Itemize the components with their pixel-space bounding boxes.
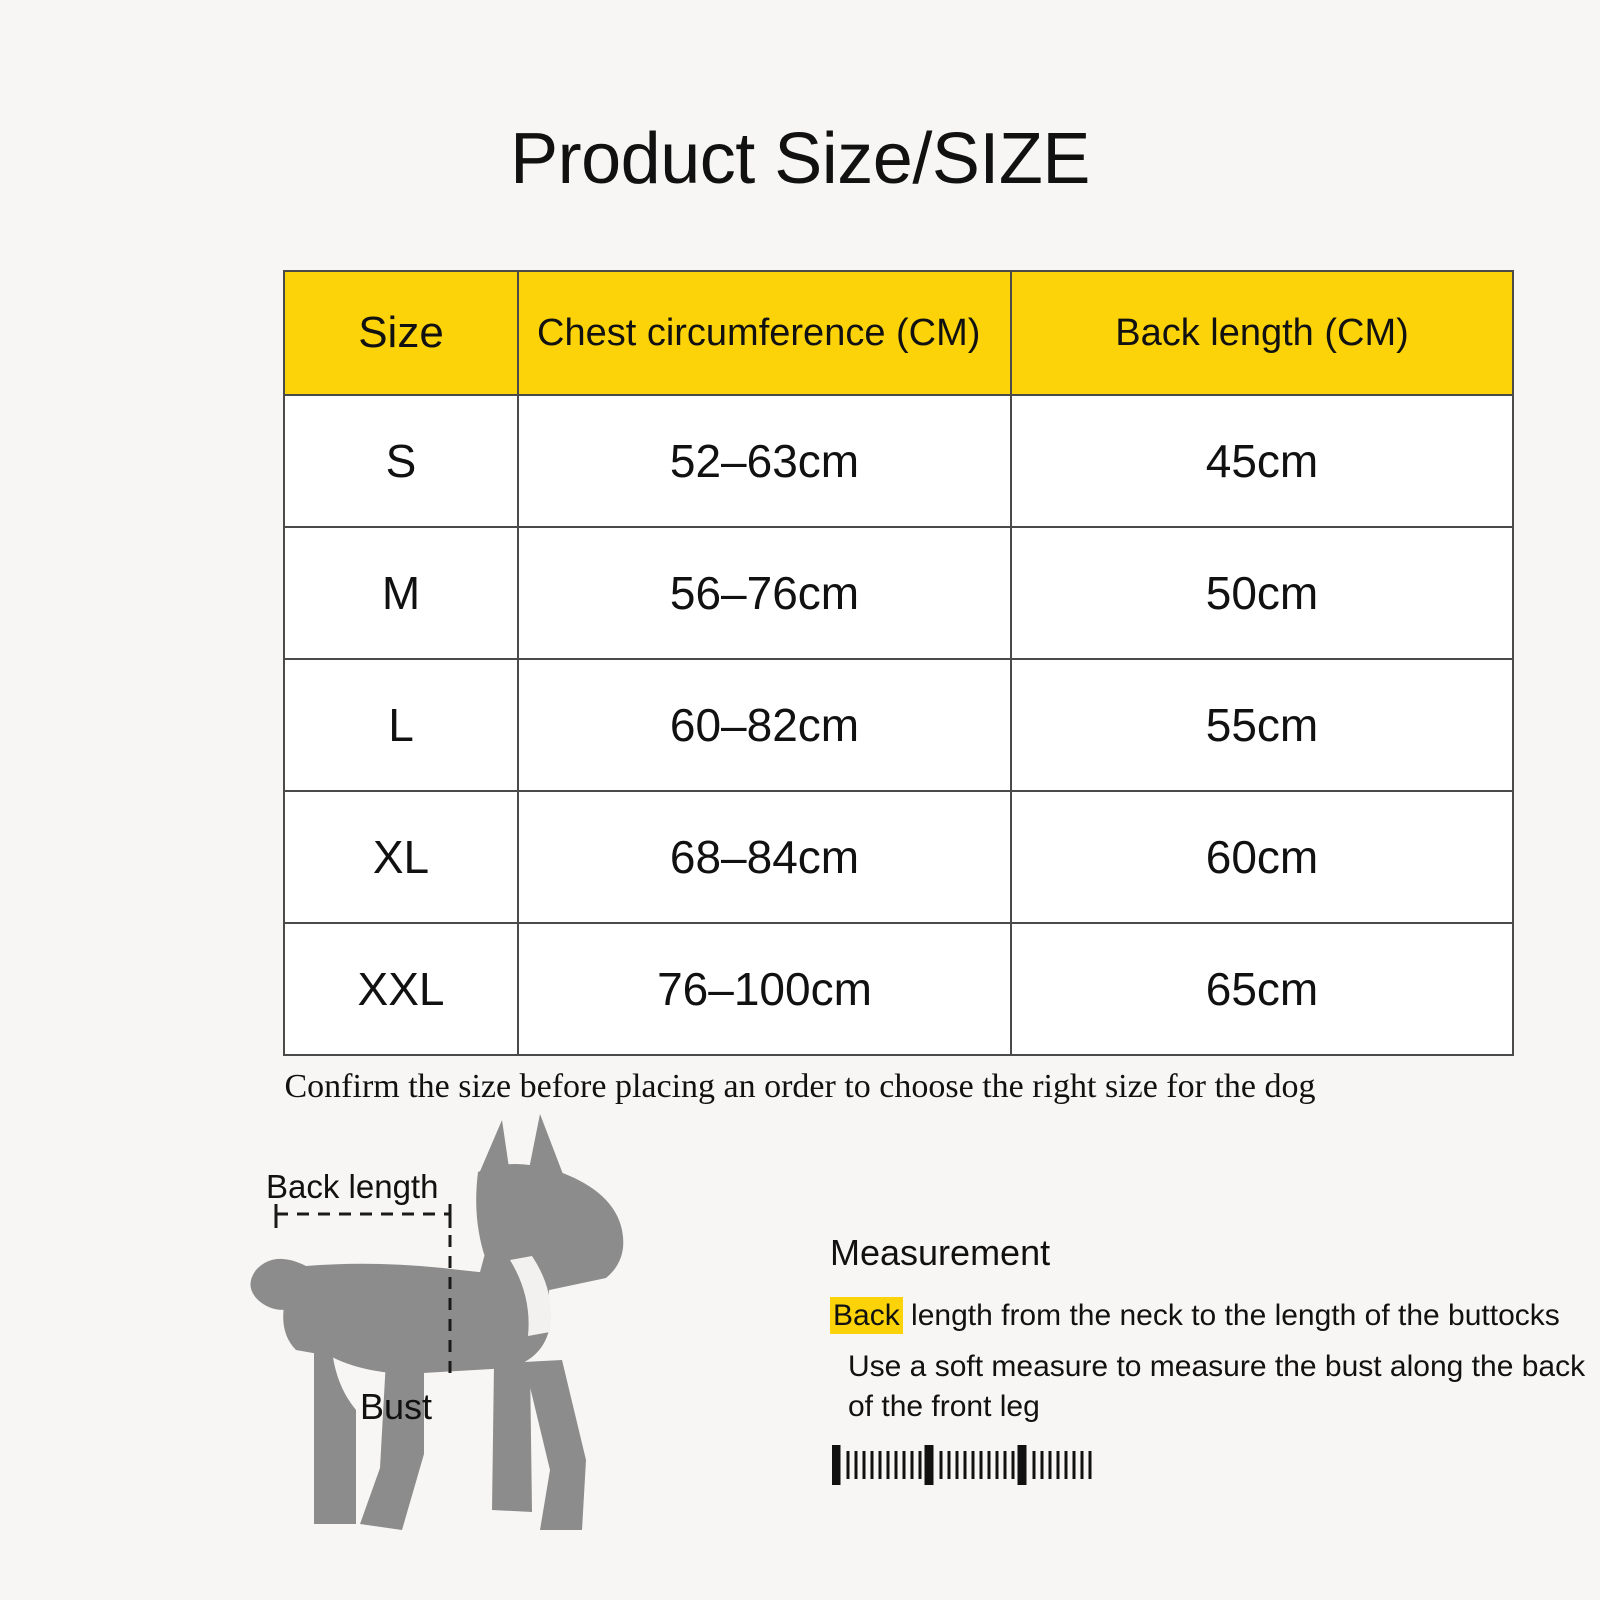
measurement-line-2: Use a soft measure to measure the bust along the back of the front leg (848, 1350, 1586, 1423)
table-row (284, 659, 1513, 791)
cell-back: 65cm (1011, 923, 1513, 1055)
confirm-size-note: Confirm the size before placing an order to choose the right size for the dog (284, 1068, 1316, 1105)
ruler-icon (832, 1443, 1102, 1487)
measurement-line-1-rest: length from the neck to the length of the buttocks (902, 1299, 1560, 1332)
diagram-label-back-length: Back length (266, 1168, 439, 1205)
cell-chest: 56–76cm (518, 527, 1011, 659)
table-body (284, 395, 1513, 1055)
cell-chest: 52–63cm (518, 395, 1011, 527)
cell-chest: 60–82cm (518, 659, 1011, 791)
column-header-size: Size (284, 271, 518, 395)
cell-back: 55cm (1011, 659, 1513, 791)
cell-size: M (284, 527, 518, 659)
measurement-highlight: Back (830, 1297, 903, 1334)
cell-back: 60cm (1011, 791, 1513, 923)
page-title: Product Size/SIZE (510, 119, 1090, 199)
cell-chest: 68–84cm (518, 791, 1011, 923)
table-row (284, 923, 1513, 1055)
table-row (284, 791, 1513, 923)
size-table (283, 270, 1514, 1056)
cell-back: 50cm (1011, 527, 1513, 659)
column-header-back: Back length (CM) (1011, 271, 1513, 395)
measurement-block (830, 1232, 1590, 1426)
table-header-row (284, 271, 1513, 395)
column-header-chest: Chest circumference (CM) (518, 271, 1011, 395)
diagram-label-bust: Bust (360, 1386, 433, 1427)
cell-size: XL (284, 791, 518, 923)
cell-back: 45cm (1011, 395, 1513, 527)
cell-size: S (284, 395, 518, 527)
measurement-line-1 (830, 1296, 1590, 1335)
table-row (284, 395, 1513, 527)
measurement-title: Measurement (830, 1232, 1051, 1273)
table-row (284, 527, 1513, 659)
cell-chest: 76–100cm (518, 923, 1011, 1055)
table-header (284, 271, 1513, 395)
cell-size: XXL (284, 923, 518, 1055)
cell-size: L (284, 659, 518, 791)
